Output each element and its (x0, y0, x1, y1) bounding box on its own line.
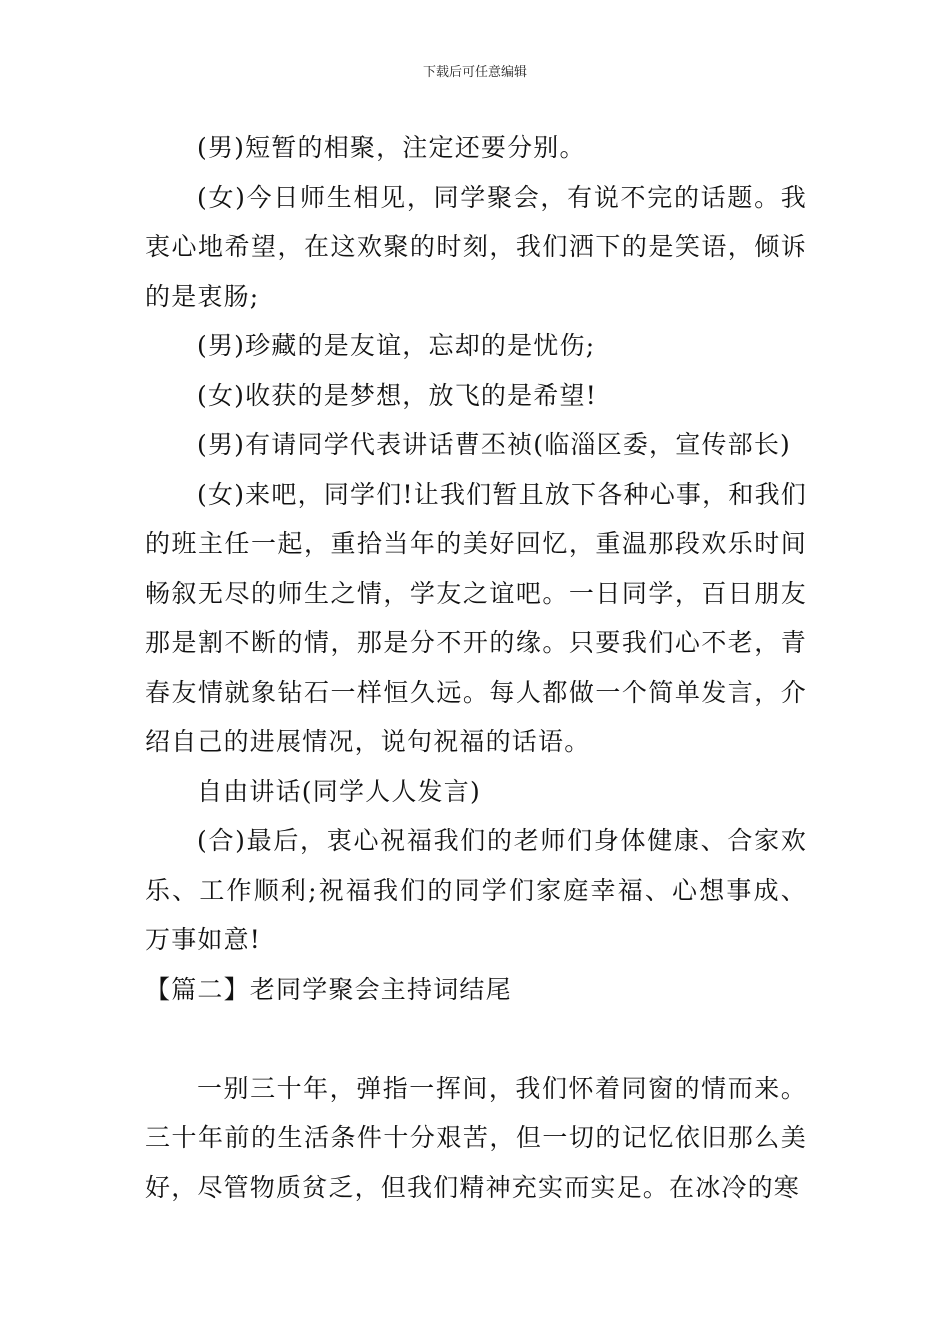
section-heading: 【篇二】老同学聚会主持词结尾 (145, 974, 512, 1004)
paragraph: (男)珍藏的是友谊，忘却的是忧伤; (197, 331, 596, 360)
document-body (145, 123, 807, 1212)
paragraph: (合)最后，衷心祝福我们的老师们身体健康、合家欢乐、工作顺利;祝福我们的同学们家庭幸福、心想事成、万事如意! (145, 826, 807, 954)
paragraph: (女)收获的是梦想，放飞的是希望! (197, 380, 597, 410)
page-header: 下载后可任意编辑 (422, 65, 527, 80)
paragraph: 一别三十年，弹指一挥间，我们怀着同窗的情而来。三十年前的生活条件十分艰苦，但一切的记忆依旧那么美好，尽管物质贫乏，但我们精神充实而实足。在冰冷的寒 (145, 1073, 807, 1202)
paragraph: (女)今日师生相见，同学聚会，有说不完的话题。我衷心地希望，在这欢聚的时刻，我们洒下的是笑语，倾诉的是衷肠; (145, 182, 807, 311)
paragraph: 自由讲话(同学人人发言) (197, 776, 481, 806)
blank-line (145, 1014, 807, 1064)
paragraph: (女)来吧，同学们!让我们暂且放下各种心事，和我们的班主任一起，重拾当年的美好回忆，重温那段欢乐时间畅叙无尽的师生之情，学友之谊吧。一日同学，百日朋友那是割不断的情，那是分不开的缘。只要我们心不老，青春友情就象钻石一样恒久远。每人都做一个简单发言，介绍自己的进展情况，说句祝福的话语。 (145, 479, 807, 756)
paragraph: (男)短暂的相聚，注定还要分别。 (197, 133, 586, 162)
paragraph: (男)有请同学代表讲话曹丕祯(临淄区委，宣传部长) (197, 430, 792, 459)
